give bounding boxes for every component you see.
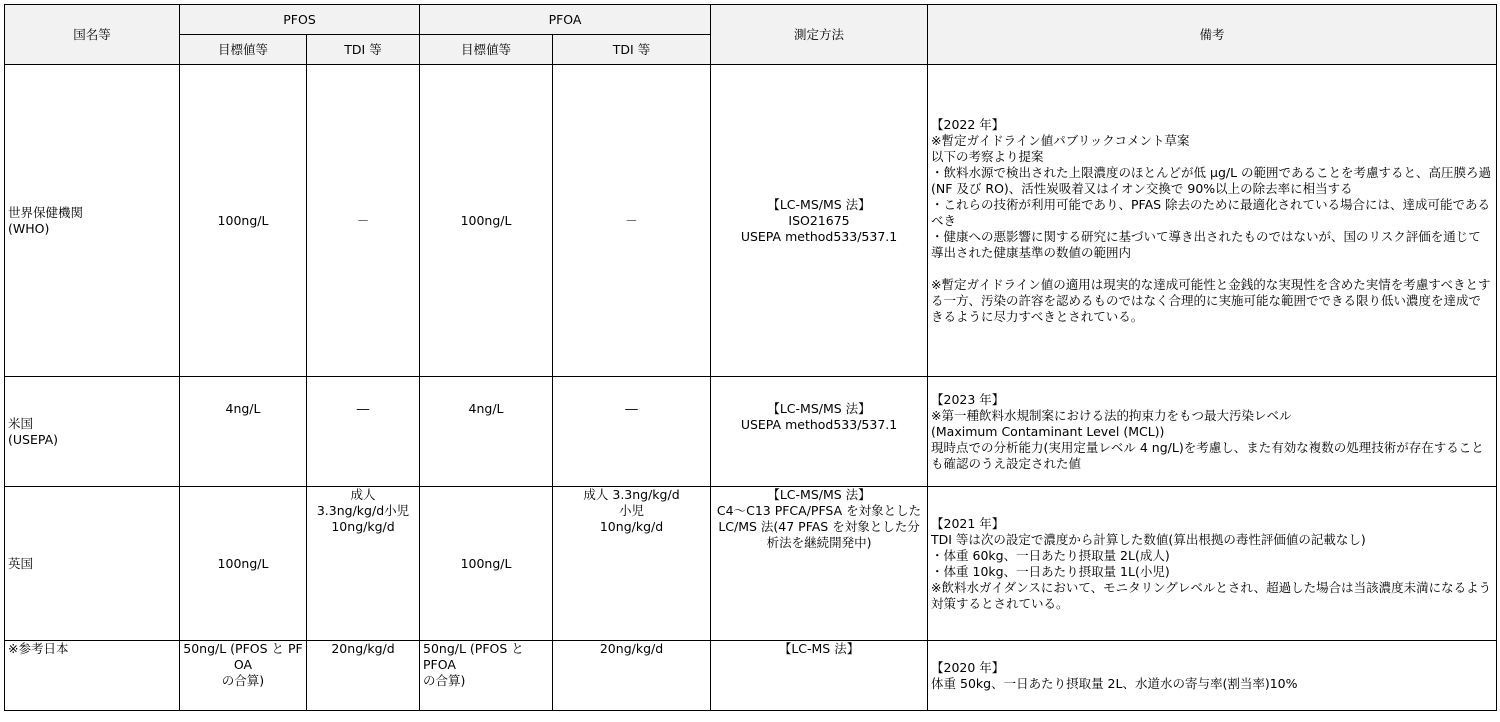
pfos-target-cell: 4ng/L [180, 377, 307, 487]
pfas-standards-table [4, 4, 1497, 711]
country-cell: 世界保健機関 (WHO) [5, 65, 180, 377]
method-cell: 【LC-MS/MS 法】 C4～C13 PFCA/PFSA を対象とした LC/MS 法(47 PFAS を対象とした分析法を継続開発中) [711, 487, 928, 641]
header-pfos-target: 目標値等 [180, 35, 307, 65]
header-pfos-tdi: TDI 等 [307, 35, 420, 65]
pfoa-tdi-cell: 20ng/kg/d [553, 641, 711, 711]
pfoa-target-cell: 4ng/L [420, 377, 553, 487]
table-row [5, 641, 1497, 711]
remarks-cell: 【2020 年】 体重 50kg、一日あたり摂取量 2L、水道水の寄与率(割当率)10% [928, 641, 1497, 711]
header-method: 測定方法 [711, 5, 928, 65]
pfos-target-cell: 100ng/L [180, 487, 307, 641]
method-cell: 【LC-MS/MS 法】 ISO21675 USEPA method533/537.1 [711, 65, 928, 377]
table-row [5, 487, 1497, 641]
pfoa-tdi-cell: 成人 3.3ng/kg/d 小児 10ng/kg/d [553, 487, 711, 641]
header-country: 国名等 [5, 5, 180, 65]
pfoa-target-cell: 50ng/L (PFOS と PFOA の合算) [420, 641, 553, 711]
pfoa-tdi-cell: － [553, 65, 711, 377]
country-cell: 米国 (USEPA) [5, 377, 180, 487]
pfos-tdi-cell: 成人 3.3ng/kg/d小児 10ng/kg/d [307, 487, 420, 641]
pfos-tdi-cell: － [307, 65, 420, 377]
method-cell: 【LC-MS/MS 法】 USEPA method533/537.1 [711, 377, 928, 487]
pfoa-tdi-cell: ― [553, 377, 711, 487]
pfos-tdi-cell: ― [307, 377, 420, 487]
pfos-tdi-cell: 20ng/kg/d [307, 641, 420, 711]
header-pfoa: PFOA [420, 5, 711, 35]
table-row [5, 377, 1497, 487]
header-pfoa-target: 目標値等 [420, 35, 553, 65]
pfos-target-cell: 100ng/L [180, 65, 307, 377]
table-row [5, 65, 1497, 377]
header-pfos: PFOS [180, 5, 420, 35]
method-cell: 【LC-MS 法】 [711, 641, 928, 711]
remarks-cell: 【2021 年】 TDI 等は次の設定で濃度から計算した数値(算出根拠の毒性評価値の記載なし) ・体重 60kg、一日あたり摂取量 2L(成人) ・体重 10kg、一日あたり摂取量 1L(小児) ※飲料水ガイダンスにおいて、モニタリングレベルとされ、超過した場合は当該濃度未満になるよう対策するとされている。 [928, 487, 1497, 641]
country-cell: 英国 [5, 487, 180, 641]
remarks-cell: 【2023 年】 ※第一種飲料水規制案における法的拘束力をもつ最大汚染レベル (Maximum Contaminant Level (MCL)) 現時点での分析能力(実用定量レベル 4 ng/L)を考慮し、また有効な複数の処理技術が存在することも確認のうえ設定された値 [928, 377, 1497, 487]
header-row-1 [5, 5, 1497, 35]
pfos-target-cell: 50ng/L (PFOS と PFOA の合算) [180, 641, 307, 711]
pfoa-target-cell: 100ng/L [420, 65, 553, 377]
pfoa-target-cell: 100ng/L [420, 487, 553, 641]
header-pfoa-tdi: TDI 等 [553, 35, 711, 65]
remarks-cell: 【2022 年】 ※暫定ガイドライン値パブリックコメント草案 以下の考察より提案 ・飲料水源で検出された上限濃度のほとんどが低 μg/L の範囲であることを考慮すると、高圧膜ろ過(NF 及び RO)、活性炭吸着又はイオン交換で 90%以上の除去率に相当する ・これらの技術が利用可能であり、PFAS 除去のために最適化されている場合には、達成可能であるべき ・健康への悪影響に関する研究に基づいて導き出されたものではないが、国のリスク評価を通じて導出された健康基準の数値の範囲内 ※暫定ガイドライン値の適用は現実的な達成可能性と金銭的な実現性を含めた実情を考慮すべきとする一方、汚染の許容を認めるものではなく合理的に実施可能な範囲でできる限り低い濃度を達成できるように尽力すべきとされている。 [928, 65, 1497, 377]
country-cell: ※参考日本 [5, 641, 180, 711]
header-remarks: 備考 [928, 5, 1497, 65]
